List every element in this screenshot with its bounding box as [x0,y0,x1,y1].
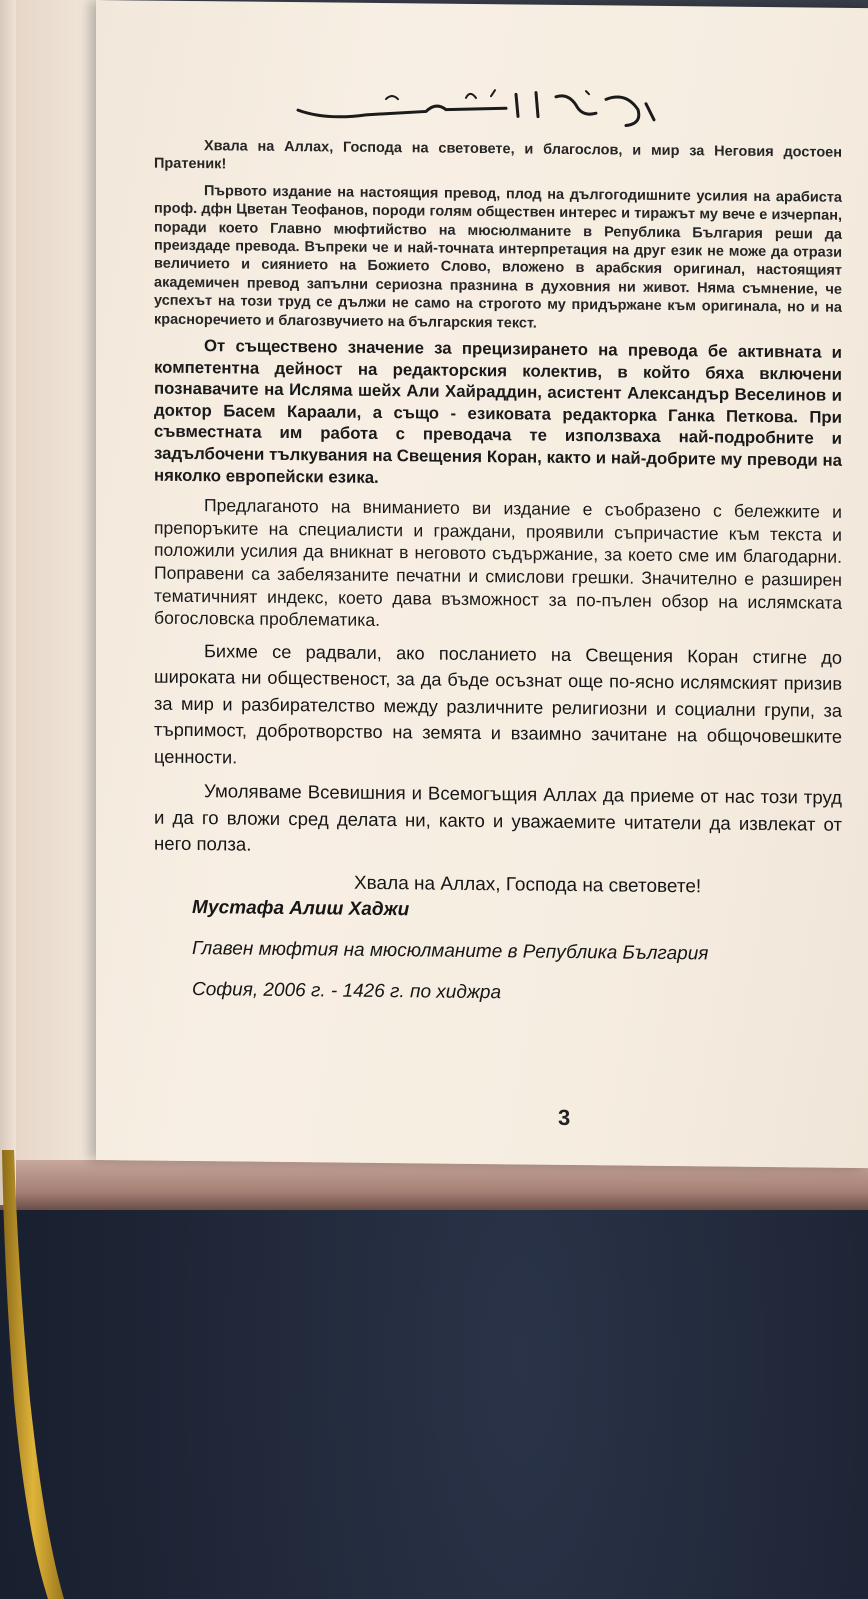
page-number: 3 [558,1104,571,1130]
paragraph-edition-notes: Предлаганото на вниманието ви издание е съобразено с бележките и препоръките на специалисти и граждани, проявили съпричастие към текста и положили усилия да вникнат в неговото съдържание, за което сме им благодарни. Поправени са забелязаните печатни и смислови грешки. Значително е разширен тематичният индекс, което дава възможност за по-пълен обзор на ислямската богословска проблематика. [154,495,842,631]
paragraph-message: Бихме се радвали, ако посланието на Свещения Коран стигне до широката ни общественост, за да бъде осъзнат още по-ясно ислямският призив за мир и разбирателство между различните религиозни и социални групи, за търпимост, добротворство на земята и взаимно зачитане на общочовешките ценности. [154,640,842,768]
paragraph-prayer: Умоляваме Всевишния и Всемогъщия Аллах да приеме от нас този труд и да го вложи сред делата ни, както и уважаемите читатели да извлекат от него полза. [154,780,842,855]
book-page [96,0,868,1168]
bismillah-calligraphy-icon [286,80,666,134]
page-fold-shadow [16,0,100,1160]
signature-place-date: София, 2006 г. - 1426 г. по хиджра [192,979,502,1004]
paragraph-first-edition: Първото издание на настоящия превод, плод на дългогодишните усилия на арабиста проф. дфн Цветан Теофанов, породи голям обществен интерес и тиражът му вече е изчерпан, поради което Главно мюфтийство на мюсюлманите в Република България реши да преиздаде превода. Въпреки че и най-точната интерпретация на друг език не може да отрази величието и сиянието на Божието Слово, вложено в арабския оригинал, настоящият академичен превод запълни сериозна празнина в духовния ни живот. Няма съмнение, че успехът на този труд се дължи не само на строгото му придържане към оригинала, но и на красноречието и благозвучието на българския текст. [154,182,842,332]
signature-name: Мустафа Алиш Хаджи [192,897,410,921]
book-spine [0,0,16,1205]
bookmark-ribbon [0,1150,64,1599]
foreword-text [154,137,842,865]
closing-line: Хвала на Аллах, Господа на световете! [354,872,702,898]
signature-title: Главен мюфтия на мюсюлманите в Република България [192,938,709,965]
paragraph-greeting: Хвала на Аллах, Господа на световете, и благослов, и мир за Неговия достоен Пратеник! [154,138,842,173]
paragraph-editorial-team: От съществено значение за прецизирането на превода бе активната и компетентна дейност на редакторския колектив, в който бяха включени познавачите на Исляма шейх Али Хайраддин, асистент Александър Веселинов и доктор Басем Караали, а също - езиковата редакторка Ганка Петкова. При съвместната им работа с преводача те използваха най-подробните и задълбочени тълкувания на Свещения Коран, както и най-добрите му преводи на няколко европейски езика. [154,336,842,487]
